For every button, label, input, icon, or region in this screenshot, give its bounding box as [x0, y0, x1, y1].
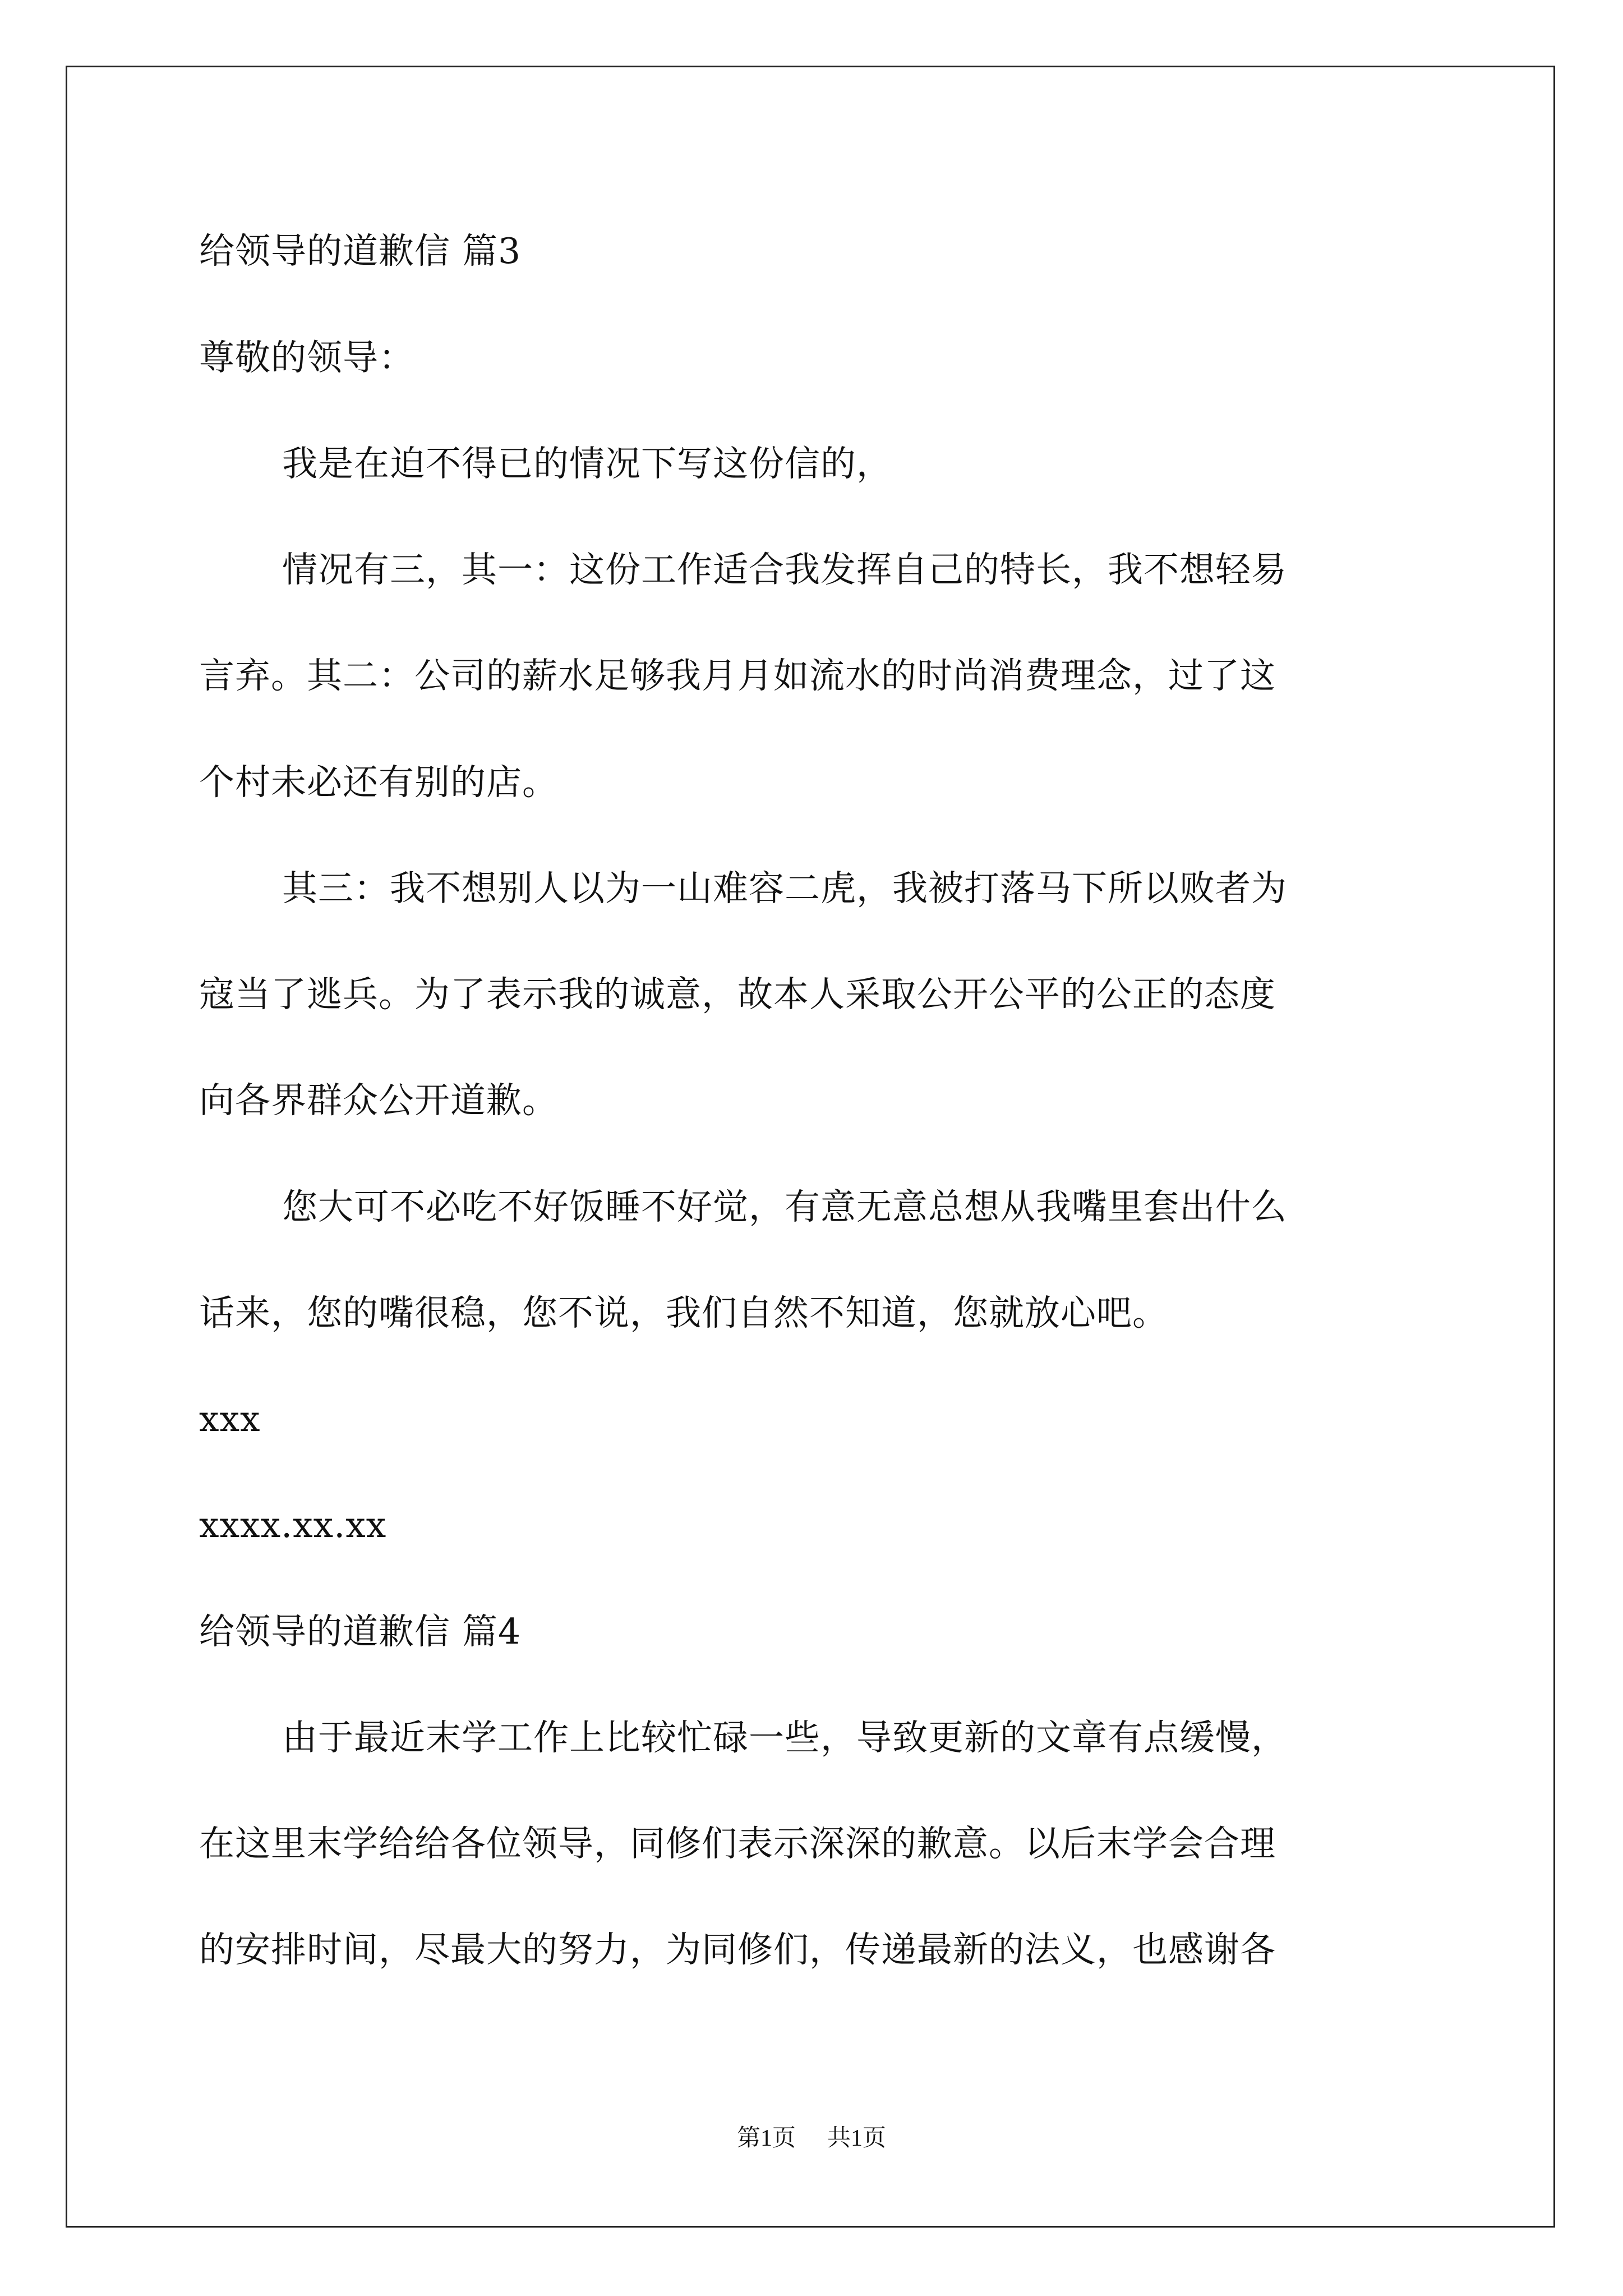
signature: xxx [199, 1398, 261, 1439]
page-border [66, 66, 1555, 2228]
paragraph-line: 您大可不必吃不好饭睡不好觉，有意无意总想从我嘴里套出什么 [282, 1186, 1287, 1227]
paragraph-line: 在这里末学给给各位领导，同修们表示深深的歉意。以后末学会合理 [199, 1823, 1276, 1864]
paragraph-line: 情况有三，其一：这份工作适合我发挥自己的特长，我不想轻易 [282, 549, 1287, 590]
section-heading-4: 给领导的道歉信 篇4 [199, 1611, 522, 1652]
paragraph-line: 寇当了逃兵。为了表示我的诚意，故本人采取公开公平的公正的态度 [199, 974, 1276, 1015]
section-heading-3: 给领导的道歉信 篇3 [199, 231, 522, 272]
page-number-current: 第1页 [736, 2125, 796, 2151]
paragraph-line: 由于最近末学工作上比较忙碌一些，导致更新的文章有点缓慢， [282, 1717, 1287, 1758]
paragraph-line: 向各界群众公开道歉。 [199, 1080, 558, 1121]
paragraph-line: 言弃。其二：公司的薪水足够我月月如流水的时尚消费理念，过了这 [199, 655, 1276, 696]
paragraph-line: 话来，您的嘴很稳，您不说，我们自然不知道，您就放心吧。 [199, 1292, 1168, 1333]
paragraph-line: 我是在迫不得已的情况下写这份信的， [282, 443, 892, 484]
paragraph-line: 的安排时间，尽最大的努力，为同修们，传递最新的法义，也感谢各 [199, 1929, 1276, 1970]
salutation: 尊敬的领导： [199, 337, 414, 378]
page-number-total: 共1页 [827, 2125, 887, 2151]
paragraph-line: 个村未必还有别的店。 [199, 762, 558, 803]
date: xxxx.xx.xx [199, 1504, 387, 1545]
page-footer [0, 2123, 1623, 2154]
paragraph-line: 其三：我不想别人以为一山难容二虎，我被打落马下所以败者为 [282, 868, 1287, 909]
